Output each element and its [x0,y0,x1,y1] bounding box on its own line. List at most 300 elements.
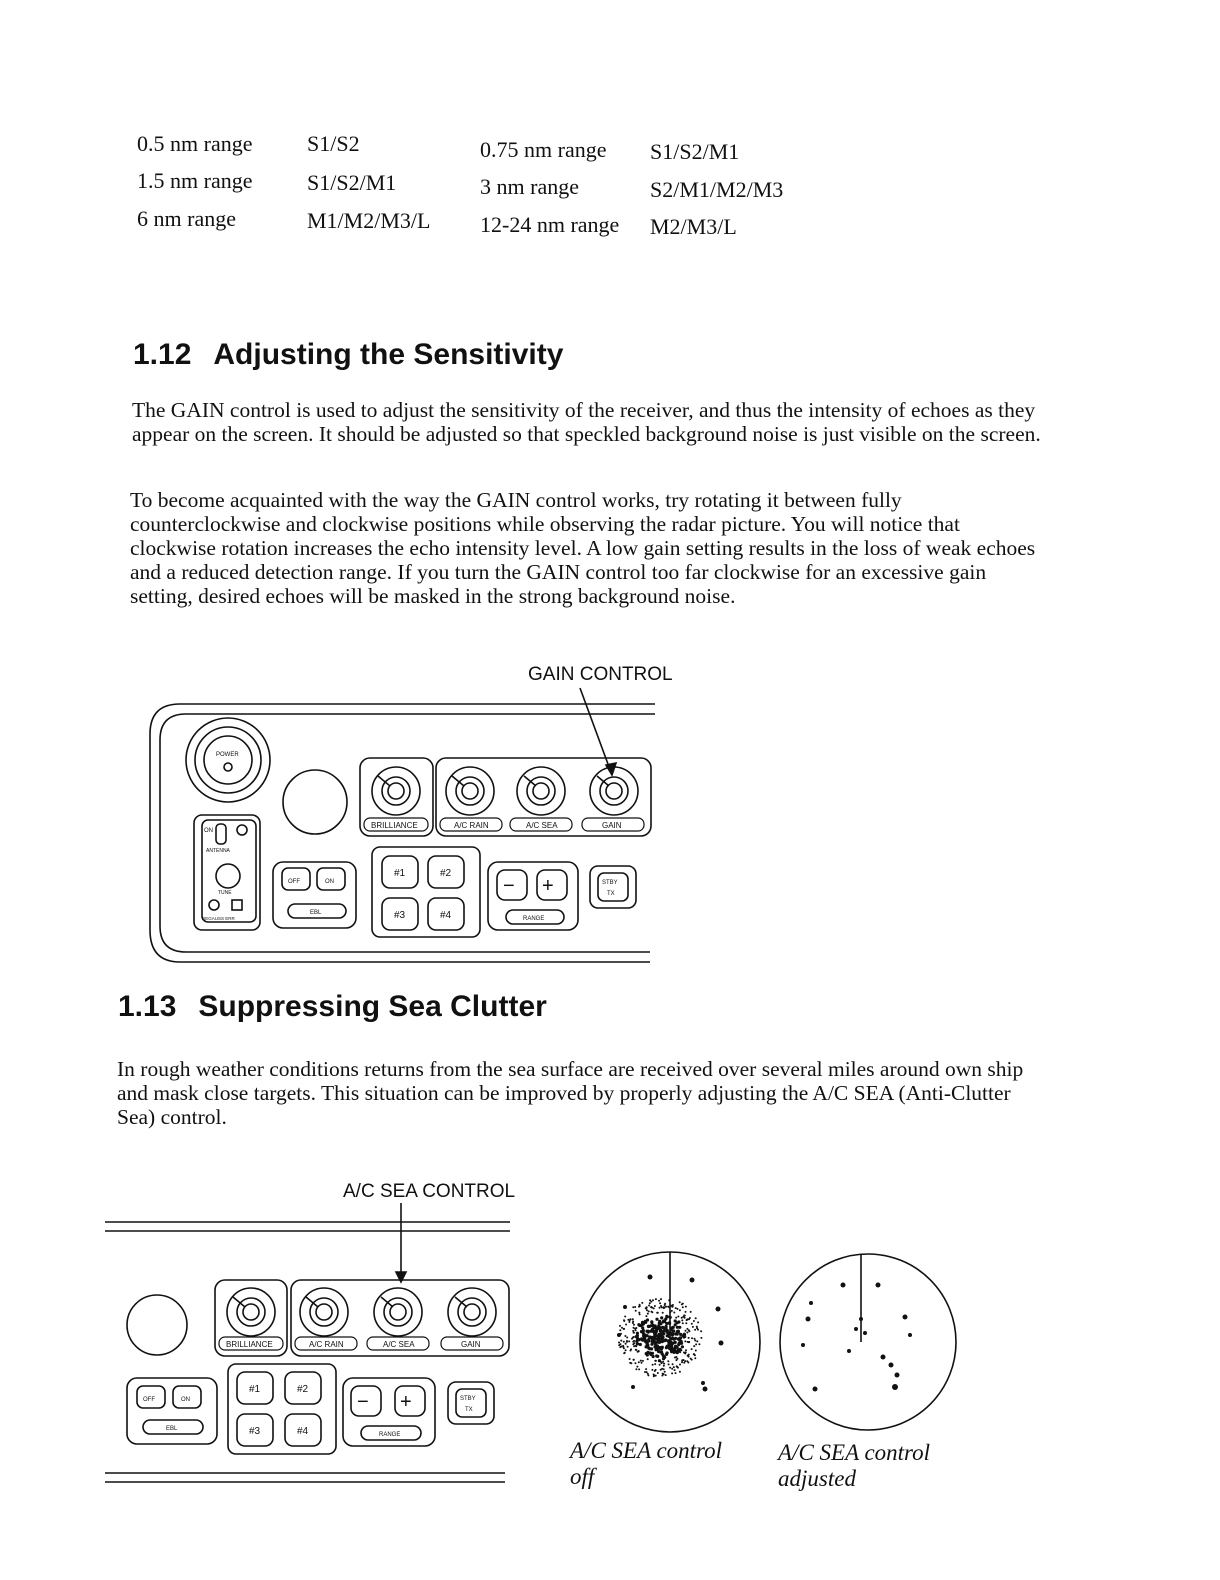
clutter-speck [674,1346,677,1349]
clutter-speck [638,1306,640,1308]
clutter-speck [619,1329,621,1331]
clutter-speck [679,1364,681,1366]
clutter-speck [626,1337,628,1339]
clutter-speck [680,1349,682,1351]
clutter-speck [658,1300,660,1302]
clutter-speck [683,1362,685,1364]
clutter-speck [660,1316,663,1319]
clutter-speck [642,1360,644,1362]
clutter-speck [683,1333,686,1336]
radar-scope-clutter-adjusted [773,1247,963,1437]
clutter-speck [662,1357,665,1360]
clutter-speck [679,1371,681,1373]
clutter-speck [685,1322,687,1324]
caption-clutter-adjusted [778,1440,930,1492]
clutter-speck [668,1322,671,1325]
clutter-speck [673,1366,675,1368]
clutter-speck [669,1299,671,1301]
clutter-speck [629,1358,631,1360]
antenna-switch[interactable] [216,824,226,844]
clutter-speck [655,1354,658,1357]
section-number: 1.13 [118,990,177,1023]
clutter-speck [654,1305,656,1307]
clutter-speck [654,1370,656,1372]
clutter-speck [664,1303,666,1305]
clutter-speck [641,1321,644,1324]
clutter-speck [695,1343,697,1345]
caption-line: adjusted [778,1466,856,1491]
clutter-speck [673,1351,676,1354]
clutter-speck [637,1323,640,1326]
clutter-speck [661,1333,664,1336]
clutter-speck [651,1369,653,1371]
clutter-speck [688,1318,690,1320]
clutter-speck [635,1345,637,1347]
clutter-speck [672,1363,674,1365]
clutter-speck [645,1368,647,1370]
clutter-speck [663,1363,665,1365]
clutter-speck [668,1306,670,1308]
clutter-speck [623,1341,625,1343]
caption-line: off [570,1464,595,1489]
clutter-speck [690,1311,692,1313]
gain-pointer-arrow [606,763,616,775]
antenna-on-label: ON [204,828,213,834]
key-3-label: #3 [394,910,406,921]
stby-label: STBY [460,1396,476,1402]
clutter-speck [667,1334,670,1337]
paragraph-gain-details [130,488,1050,608]
clutter-speck [635,1368,637,1370]
clutter-speck [695,1350,697,1352]
clutter-speck [677,1330,680,1333]
clutter-speck [632,1318,634,1320]
clutter-speck [647,1358,649,1360]
clutter-speck [633,1336,635,1338]
clutter-speck [669,1367,671,1369]
clutter-speck [632,1330,634,1332]
clutter-speck [674,1319,677,1322]
clutter-speck [664,1371,666,1373]
section-heading-1-12 [133,338,563,372]
clutter-speck [651,1311,653,1313]
brilliance-knob[interactable] [372,767,420,815]
clutter-speck [633,1332,635,1334]
clutter-speck [634,1328,636,1330]
clutter-speck [661,1340,664,1343]
clutter-speck [659,1307,661,1309]
clutter-speck [645,1307,647,1309]
clutter-speck [665,1374,667,1376]
clutter-speck [627,1319,629,1321]
brilliance-label: BRILLIANCE [226,1340,273,1349]
clutter-speck [681,1345,684,1348]
clutter-speck [633,1342,635,1344]
clutter-speck [652,1364,654,1366]
table-cell: 0.5 nm range [137,131,253,156]
clutter-speck [674,1323,677,1326]
paragraph-gain-intro [132,398,1062,446]
clutter-speck [662,1312,664,1314]
table-cell: S2/M1/M2/M3 [650,177,784,202]
clutter-speck [648,1310,650,1312]
gain-label: GAIN [602,821,622,830]
clutter-speck [675,1317,677,1319]
table-cell: M2/M3/L [650,214,737,239]
clutter-speck [649,1302,651,1304]
ac-sea-knob[interactable] [374,1288,422,1336]
clutter-speck [641,1362,643,1364]
clutter-speck [678,1338,681,1341]
antenna-label: ANTENNA [206,848,230,854]
ac-rain-knob[interactable] [300,1288,348,1336]
clutter-speck [661,1362,663,1364]
clutter-speck [674,1332,677,1335]
clutter-speck [681,1303,683,1305]
clutter-speck [657,1327,660,1330]
clutter-speck [639,1343,642,1346]
range-plus-label: + [400,1391,412,1413]
clutter-speck [691,1337,693,1339]
section-title: Suppressing Sea Clutter [198,990,547,1023]
clutter-speck [638,1338,641,1341]
clutter-speck [698,1343,700,1345]
clutter-speck [659,1302,661,1304]
key-2-label: #2 [440,868,452,879]
clutter-speck [633,1345,635,1347]
clutter-speck [677,1320,680,1323]
clutter-speck [648,1305,650,1307]
clutter-speck [660,1350,663,1353]
gain-knob[interactable] [590,767,638,815]
ebl-label: EBL [166,1426,178,1432]
clutter-speck [669,1316,672,1319]
clutter-speck [666,1339,669,1342]
paragraph-sea-clutter [117,1057,1027,1129]
clutter-speck [644,1320,647,1323]
clutter-speck [655,1360,657,1362]
clutter-speck [632,1306,634,1308]
ac-sea-panel-diagram [105,1198,525,1498]
clutter-speck [625,1343,627,1345]
clutter-speck [693,1345,695,1347]
ebl-label: EBL [310,910,322,916]
clutter-speck [671,1372,673,1374]
clutter-speck [634,1306,636,1308]
clutter-speck [694,1357,696,1359]
clutter-speck [632,1322,634,1324]
key-4-label: #4 [440,910,452,921]
clutter-speck [635,1349,637,1351]
clutter-speck [650,1336,653,1339]
clutter-speck [644,1371,646,1373]
clutter-speck [674,1369,676,1371]
stby-label: STBY [602,880,618,886]
clutter-speck [693,1353,695,1355]
clutter-speck [641,1302,643,1304]
tx-label: TX [465,1407,473,1413]
clutter-speck [649,1299,651,1301]
trackball[interactable] [283,770,347,834]
ac-sea-control-label: A/C SEA CONTROL [343,1181,516,1202]
range-label: RANGE [523,916,545,922]
clutter-speck [666,1329,669,1332]
clutter-speck [647,1340,650,1343]
clutter-speck [675,1307,677,1309]
clutter-speck [652,1355,655,1358]
clutter-speck [626,1340,628,1342]
clutter-speck [620,1340,622,1342]
caption-clutter-off [570,1438,722,1490]
clutter-speck [692,1326,694,1328]
clutter-speck [697,1329,699,1331]
trackball[interactable] [127,1295,187,1355]
clutter-speck [663,1306,665,1308]
clutter-speck [624,1335,626,1337]
table-cell: 3 nm range [480,174,579,199]
paragraph-text: To become acquainted with the way the GAIN control works, try rotating it between fully counterclockwise and clockwise positions while observing the radar picture. You will notice that clockwise rotation increases the echo intensity level. A low gain setting results in the loss of weak echoes and a reduced detection range. If you turn the GAIN control too far clockwise for an excessive gain setting, desired echoes will be masked in the strong background noise. [130,488,1036,608]
clutter-speck [662,1354,665,1357]
clutter-speck [621,1327,623,1329]
ac-rain-label: A/C RAIN [454,821,489,830]
ac-rain-knob[interactable] [446,767,494,815]
clutter-speck [634,1362,636,1364]
clutter-speck [671,1310,673,1312]
clutter-speck [688,1341,690,1343]
clutter-speck [639,1313,641,1315]
radar-scope-clutter-off [575,1247,765,1437]
clutter-speck [668,1363,670,1365]
clutter-speck [619,1343,621,1345]
degauss-err-label: DEGAUSS ERR [202,916,235,921]
gain-knob[interactable] [448,1288,496,1336]
clutter-speck [665,1353,668,1356]
table-cell: S1/S2/M1 [307,170,397,195]
clutter-speck [671,1368,673,1370]
clutter-speck [667,1360,669,1362]
clutter-speck [655,1318,658,1321]
clutter-speck [684,1340,686,1342]
clutter-speck [686,1360,688,1362]
clutter-speck [673,1312,675,1314]
clutter-speck [677,1367,679,1369]
clutter-speck [654,1363,656,1365]
clutter-speck [672,1341,675,1344]
clutter-speck [679,1301,681,1303]
ac-sea-knob[interactable] [517,767,565,815]
clutter-speck [627,1346,629,1348]
degauss-button[interactable] [209,900,219,910]
clutter-speck [647,1330,650,1333]
clutter-speck [653,1375,655,1377]
range-minus-label: − [357,1391,369,1413]
clutter-speck [628,1340,630,1342]
clutter-speck [671,1306,673,1308]
clutter-speck [694,1340,696,1342]
clutter-speck [633,1359,635,1361]
clutter-speck [647,1374,649,1376]
clutter-speck [641,1326,644,1329]
clutter-speck [696,1340,698,1342]
clutter-speck [619,1325,621,1327]
clutter-speck [694,1329,696,1331]
clutter-speck [669,1311,671,1313]
table-cell: 1.5 nm range [137,168,253,193]
sea-clutter-echoes [618,1298,702,1377]
clutter-speck [623,1328,625,1330]
clutter-speck [657,1312,659,1314]
gain-label: GAIN [461,1340,481,1349]
off-label: OFF [143,1397,155,1403]
clutter-speck [651,1307,653,1309]
clutter-speck [660,1369,662,1371]
clutter-speck [691,1359,693,1361]
clutter-speck [640,1360,642,1362]
clutter-speck [684,1360,686,1362]
clutter-speck [695,1317,697,1319]
caption-line: A/C SEA control [778,1440,931,1465]
clutter-speck [651,1328,654,1331]
key-3-label: #3 [249,1426,261,1437]
table-cell: M1/M2/M3/L [307,208,431,233]
clutter-speck [685,1349,687,1351]
clutter-speck [679,1309,681,1311]
clutter-speck [639,1304,641,1306]
section-title: Adjusting the Sensitivity [213,338,564,371]
clutter-speck [642,1334,645,1337]
clutter-speck [681,1361,683,1363]
clutter-speck [655,1298,657,1300]
clutter-speck [663,1365,665,1367]
clutter-speck [625,1349,627,1351]
clutter-speck [696,1326,698,1328]
key-1-label: #1 [394,868,406,879]
clutter-speck [653,1338,656,1341]
clutter-speck [671,1326,674,1329]
clutter-speck [618,1342,620,1344]
tune-label: TUNE [218,890,232,896]
section-number: 1.12 [133,338,192,371]
off-label: OFF [288,879,300,885]
power-label: POWER [216,752,239,758]
key-4-label: #4 [297,1426,309,1437]
clutter-speck [623,1352,625,1354]
clutter-speck [667,1344,670,1347]
clutter-speck [635,1329,637,1331]
clutter-speck [638,1312,640,1314]
target-echoes [801,1283,912,1392]
clutter-speck [623,1347,625,1349]
clutter-speck [694,1338,696,1340]
clutter-speck [683,1314,685,1316]
clutter-speck [688,1356,690,1358]
range-label: RANGE [379,1432,401,1438]
clutter-speck [645,1352,648,1355]
clutter-speck [658,1322,661,1325]
clutter-speck [659,1364,661,1366]
clutter-speck [685,1351,687,1353]
clutter-speck [682,1322,684,1324]
paragraph-text: In rough weather conditions returns from the sea surface are received over several miles around own ship and mask close targets. This situation can be improved by properly adjusting the A/C SEA (Anti-Clutter Sea) control. [117,1057,1024,1129]
clutter-speck [686,1332,688,1334]
clutter-speck [675,1359,677,1361]
err-button[interactable] [232,900,242,910]
clutter-speck [675,1372,677,1374]
table-cell: S1/S2/M1 [650,139,740,164]
clutter-speck [700,1330,702,1332]
clutter-speck [636,1366,638,1368]
ac-sea-label: A/C SEA [383,1340,415,1349]
clutter-speck [623,1319,625,1321]
paragraph-text: The GAIN control is used to adjust the sensitivity of the receiver, and thus the intensity of echoes as they appear on the screen. It should be adjusted so that speckled background noise is just visible on the screen. [132,398,1041,446]
clutter-speck [638,1361,640,1363]
ac-sea-label: A/C SEA [526,821,558,830]
tune-knob[interactable] [216,864,240,888]
scope-ring [780,1254,956,1430]
key-2-label: #2 [297,1384,309,1395]
clutter-speck [633,1324,635,1326]
table-cell: 6 nm range [137,206,236,231]
clutter-speck [672,1338,675,1341]
on-label: ON [325,879,334,885]
caption-line: A/C SEA control [570,1438,723,1463]
clutter-speck [665,1315,668,1318]
clutter-speck [647,1313,649,1315]
section-heading-1-13 [118,990,547,1024]
clutter-speck [660,1305,662,1307]
clutter-speck [653,1332,656,1335]
range-minus-label: − [503,875,515,897]
clutter-speck [651,1352,654,1355]
clutter-speck [693,1320,695,1322]
key-1-label: #1 [249,1384,261,1395]
clutter-speck [660,1298,662,1300]
table-cell: S1/S2 [307,131,360,156]
table-cell: 0.75 nm range [480,137,607,162]
clutter-speck [638,1368,640,1370]
clutter-speck [635,1310,637,1312]
clutter-speck [636,1334,639,1337]
clutter-speck [665,1325,668,1328]
brilliance-knob[interactable] [227,1288,275,1336]
clutter-speck [662,1361,664,1363]
clutter-speck [691,1323,693,1325]
clutter-speck [685,1311,687,1313]
clutter-speck [677,1308,679,1310]
clutter-speck [628,1321,630,1323]
clutter-speck [652,1299,654,1301]
clutter-speck [624,1316,626,1318]
clutter-speck [656,1341,659,1344]
control-panel-diagram [140,680,670,970]
power-switch[interactable] [186,718,270,802]
clutter-speck [678,1342,681,1345]
clutter-speck [688,1337,690,1339]
clutter-speck [685,1306,687,1308]
ac-rain-label: A/C RAIN [309,1340,344,1349]
range-plus-label: + [542,875,554,897]
clutter-speck [641,1339,644,1342]
clutter-speck [647,1347,650,1350]
clutter-speck [681,1319,683,1321]
clutter-speck [700,1337,702,1339]
clutter-speck [625,1324,627,1326]
brilliance-label: BRILLIANCE [371,821,418,830]
clutter-speck [650,1324,653,1327]
clutter-speck [650,1320,653,1323]
clutter-speck [633,1340,635,1342]
clutter-speck [657,1347,660,1350]
